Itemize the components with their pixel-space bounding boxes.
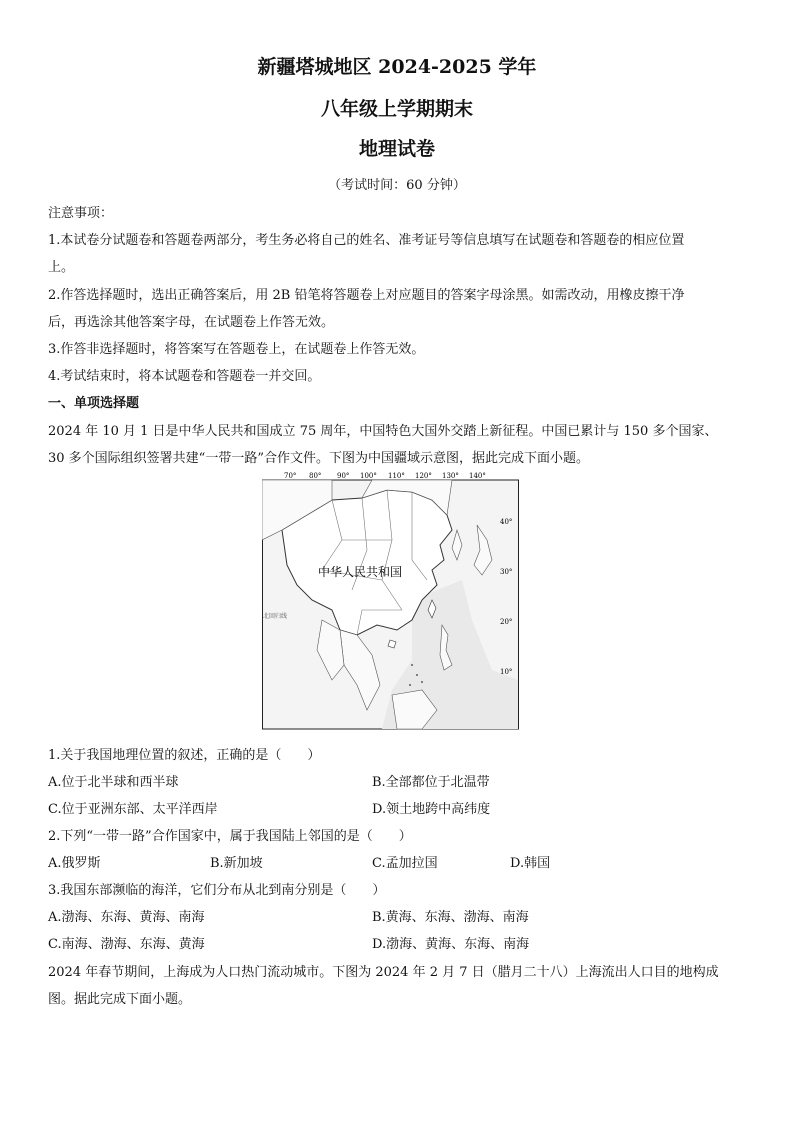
exam-title-line2: 八年级上学期期末 xyxy=(320,98,473,120)
section-heading: 一、单项选择题 xyxy=(48,396,140,411)
question-3-option-c: C.南海、渤海、东海、黄海 xyxy=(48,937,205,952)
section-intro-cont: 30 多个国际组织签署共建“一带一路”合作文件。下图为中国疆域示意图，据此完成下面小题。 xyxy=(48,451,589,466)
map-lon-label: 130° xyxy=(442,472,459,480)
map-lon-label: 110° xyxy=(388,472,405,480)
section-intro: 2024 年 10 月 1 日是中华人民共和国成立 75 周年，中国特色大国外交踏上新征程。中国已累计与 150 多个国家、 xyxy=(48,424,718,439)
exam-title-line3: 地理试卷 xyxy=(358,138,435,160)
notice-heading: 注意事项： xyxy=(48,206,114,221)
notice-item-4: 4.考试结束时，将本试题卷和答题卷一并交回。 xyxy=(48,369,321,384)
china-territory-map xyxy=(262,470,519,730)
question-1-option-c: C.位于亚洲东部、太平洋西岸 xyxy=(48,802,218,817)
question-3-option-b: B.黄海、东海、渤海、南海 xyxy=(372,910,529,925)
question-2-option-b: B.新加坡 xyxy=(210,856,263,871)
question-1-stem: 1.关于我国地理位置的叙述，正确的是（ ） xyxy=(48,748,321,763)
section2-intro-cont: 图。据此完成下面小题。 xyxy=(48,992,192,1007)
section2-intro: 2024 年春节期间，上海成为人口热门流动城市。下图为 2024 年 2 月 7 日（腊月二十八）上海流出人口目的地构成 xyxy=(48,965,719,980)
notice-item-3: 3.作答非选择题时，将答案写在答题卷上，在试题卷上作答无效。 xyxy=(48,342,425,357)
map-lat-label: 30° xyxy=(500,568,513,576)
exam-time: （考试时间：60 分钟） xyxy=(328,178,466,193)
map-lon-label: 80° xyxy=(309,472,322,480)
map-lat-label: 10° xyxy=(500,668,513,676)
map-lon-label: 140° xyxy=(469,472,486,480)
notice-item-1: 1.本试卷分试题卷和答题卷两部分，考生务必将自己的姓名、准考证号等信息填写在试题卷和答题卷的相应位置 xyxy=(48,233,685,248)
map-country-label: 中华人民共和国 xyxy=(318,565,403,579)
question-3-option-d: D.渤海、黄海、东海、南海 xyxy=(372,937,530,952)
exam-title-line1: 新疆塔城地区 2024-2025 学年 xyxy=(257,56,537,78)
question-1-option-d: D.领土地跨中高纬度 xyxy=(372,802,491,817)
notice-item-2-cont: 后，再选涂其他答案字母，在试题卷上作答无效。 xyxy=(48,315,335,330)
question-1-option-a: A.位于北半球和西半球 xyxy=(48,775,179,790)
map-lon-label: 70° xyxy=(284,472,297,480)
question-2-stem: 2.下列“一带一路”合作国家中，属于我国陆上邻国的是（ ） xyxy=(48,829,412,844)
question-3-option-a: A.渤海、东海、黄海、南海 xyxy=(48,910,205,925)
question-3-stem: 3.我国东部濒临的海洋，它们分布从北到南分别是（ ） xyxy=(48,883,386,898)
map-lon-label: 90° xyxy=(337,472,350,480)
notice-item-1-cont: 上。 xyxy=(48,260,75,275)
question-1-option-b: B.全部都位于北温带 xyxy=(372,775,490,790)
map-lat-label: 40° xyxy=(500,518,513,526)
notice-item-2: 2.作答选择题时，选出正确答案后，用 2B 铅笔将答题卷上对应题目的答案字母涂黑。如需改动，用橡皮擦干净 xyxy=(48,288,685,303)
question-2-option-d: D.韩国 xyxy=(510,856,551,871)
map-lon-label: 100° xyxy=(360,472,377,480)
question-2-option-c: C.孟加拉国 xyxy=(372,856,438,871)
question-2-option-a: A.俄罗斯 xyxy=(48,856,101,871)
map-tropic-label: 北回归线 xyxy=(263,613,288,620)
map-lat-label: 20° xyxy=(500,618,513,626)
map-lon-label: 120° xyxy=(415,472,432,480)
